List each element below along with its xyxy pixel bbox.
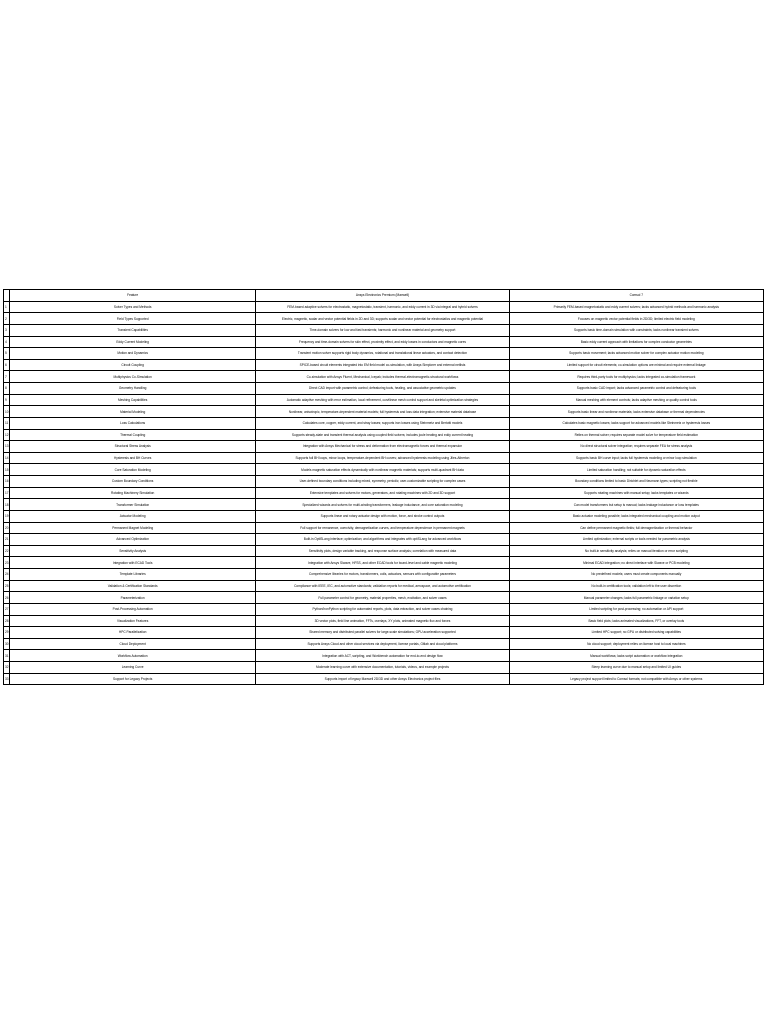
feature-cell: Loss Calculations xyxy=(10,417,256,429)
table-row xyxy=(4,662,764,674)
row-number-cell: 23 xyxy=(4,557,10,569)
feature-cell: Template Libraries xyxy=(10,569,256,581)
row-number-cell: 9 xyxy=(4,394,10,406)
feature-cell: Hysteresis and BH Curves xyxy=(10,452,256,464)
comsol-cell: No predefined models; users must create components manually xyxy=(509,569,763,581)
feature-cell: Material Modeling xyxy=(10,406,256,418)
table-row xyxy=(4,592,764,604)
feature-cell: Transformer Simulation xyxy=(10,499,256,511)
table-body xyxy=(4,301,764,685)
feature-cell: Field Types Supported xyxy=(10,313,256,325)
table-row xyxy=(4,627,764,639)
table-row xyxy=(4,545,764,557)
comsol-cell: Requires third-party tools for multiphysics; lacks integrated co-simulation framework xyxy=(509,371,763,383)
comsol-cell: Limited saturation handling; not suitable for dynamic saturation effects xyxy=(509,464,763,476)
comsol-cell: Steep learning curve due to manual setup and limited UI guides xyxy=(509,662,763,674)
comsol-cell: Manual meshing with element controls; lacks adaptive meshing or quality control tools xyxy=(509,394,763,406)
table-row xyxy=(4,580,764,592)
row-number-cell: 19 xyxy=(4,510,10,522)
feature-cell: Integration with ECAD Tools xyxy=(10,557,256,569)
table-row xyxy=(4,499,764,511)
ansys-cell: Direct CAD import with parametric control; defeaturing tools, healing, and associative geometric updates xyxy=(256,383,509,395)
table-row xyxy=(4,417,764,429)
row-number-cell: 24 xyxy=(4,569,10,581)
table-row xyxy=(4,534,764,546)
row-number-cell: 25 xyxy=(4,580,10,592)
row-number-cell: 14 xyxy=(4,452,10,464)
table-row xyxy=(4,371,764,383)
feature-cell: Structural Stress Analysis xyxy=(10,441,256,453)
feature-cell: Custom Boundary Conditions xyxy=(10,476,256,488)
ansys-cell: Automatic adaptive meshing with error estimation, local refinement, curvilinear mesh control support and skeletal optimization strategies xyxy=(256,394,509,406)
row-number-cell: 11 xyxy=(4,417,10,429)
comsol-cell: Minimal ECAD integration; no direct interface with SIwave or PCB modeling xyxy=(509,557,763,569)
feature-cell: Sensitivity Analysis xyxy=(10,545,256,557)
feature-cell: Actuator Modeling xyxy=(10,510,256,522)
ansys-cell: Time-domain solvers for low and fast transients; harmonic and nonlinear material and geometry support xyxy=(256,324,509,336)
row-number-cell: 2 xyxy=(4,313,10,325)
feature-cell: Core Saturation Modeling xyxy=(10,464,256,476)
feature-cell: Multiphysics Co-Simulation xyxy=(10,371,256,383)
feature-cell: Support for Legacy Projects xyxy=(10,673,256,685)
ansys-cell: Models magnetic saturation effects dynamically with nonlinear magnetic materials; supports multi-quadrant BH data xyxy=(256,464,509,476)
ansys-cell: Nonlinear, anisotropic, temperature-dependent material models; full hysteresis and loss data integration; extensive material database xyxy=(256,406,509,418)
row-number-cell: 18 xyxy=(4,499,10,511)
comsol-cell: No built-in certification tools; validation left to the user discretion xyxy=(509,580,763,592)
header-row xyxy=(4,290,764,302)
ansys-cell: Integration with Ansys SIwave, HFSS, and other ECAD tools for board-level and cable magnetic modeling xyxy=(256,557,509,569)
row-number-cell: 6 xyxy=(4,359,10,371)
comparison-table xyxy=(3,289,764,685)
ansys-cell: SPICE-based circuit elements integrated into EM field model co-simulation, with Ansys Simplorer and external netlists xyxy=(256,359,509,371)
comsol-cell: Basic field plots; lacks animated visualizations, FFT, or overlay tools xyxy=(509,615,763,627)
feature-cell: Visualization Features xyxy=(10,615,256,627)
row-number-cell: 5 xyxy=(4,348,10,360)
table-row xyxy=(4,650,764,662)
feature-cell: Eddy Current Modeling xyxy=(10,336,256,348)
ansys-cell: Specialized wizards and solvers for multi-winding transformers, leakage inductance, and core saturation modeling xyxy=(256,499,509,511)
table-row xyxy=(4,324,764,336)
ansys-cell: Supports full BH loops, minor loops, temperature-dependent BH curves; advanced hysteresis modeling using Jiles-Atherton xyxy=(256,452,509,464)
row-number-cell: 28 xyxy=(4,615,10,627)
ansys-cell: Shared memory and distributed parallel solvers for large-scale simulations; GPU acceleration supported xyxy=(256,627,509,639)
table-row xyxy=(4,569,764,581)
feature-cell: Workflow Automation xyxy=(10,650,256,662)
row-number-cell: 4 xyxy=(4,336,10,348)
row-number-cell: 29 xyxy=(4,627,10,639)
ansys-cell: Python/IronPython scripting for automated reports, plots, data extraction, and solver cases chaining xyxy=(256,603,509,615)
ansys-cell: Supports import of legacy Maxwell 2D/3D and other Ansys Electronics project files xyxy=(256,673,509,685)
table-row xyxy=(4,406,764,418)
feature-cell: Permanent Magnet Modeling xyxy=(10,522,256,534)
ansys-cell: Sensitivity plots, design variable tracking, and response surface analysis; correlation with measured data xyxy=(256,545,509,557)
ansys-column-header: Ansys Electronics Premium (Maxwell) xyxy=(256,290,509,302)
ansys-cell: Supports steady-state and transient thermal analysis using coupled field solvers; includes joule heating and eddy current heating xyxy=(256,429,509,441)
table-row xyxy=(4,522,764,534)
table-row xyxy=(4,441,764,453)
table-row xyxy=(4,359,764,371)
ansys-cell: Built-in OptiSLang interface; optimization; and algorithms and integrates with optiSLang for advanced workflows xyxy=(256,534,509,546)
row-number-cell: 31 xyxy=(4,650,10,662)
comsol-cell: Limited support for circuit elements; co-simulation options are minimal and require external linkage xyxy=(509,359,763,371)
ansys-cell: Extensive templates and solvers for motors, generators, and rotating machines with 2D and 3D support xyxy=(256,487,509,499)
ansys-cell: Integration with ACT, scripting, and Workbench automation for end-to-end design flow xyxy=(256,650,509,662)
ansys-cell: Full parameter control for geometry, material properties, mesh, excitation, and solver cases xyxy=(256,592,509,604)
table-row xyxy=(4,452,764,464)
row-number-cell: 21 xyxy=(4,534,10,546)
row-number-cell: 27 xyxy=(4,603,10,615)
comsol-cell: Supports basic movement; lacks advanced motion solver for complex actuator motion modeling xyxy=(509,348,763,360)
table-row xyxy=(4,476,764,488)
feature-cell: Post-Processing Automation xyxy=(10,603,256,615)
feature-cell: Transient Capabilities xyxy=(10,324,256,336)
row-number-cell: 33 xyxy=(4,673,10,685)
comsol-cell: Supports basic CAD import; lacks advanced parametric control and defeaturing tools xyxy=(509,383,763,395)
row-number-cell: 13 xyxy=(4,441,10,453)
table-row xyxy=(4,313,764,325)
comsol-cell: Supports basic time-domain simulation with constraints; lacks nonlinear transient solvers xyxy=(509,324,763,336)
ansys-cell: Full support for remanence, coercivity, demagnetization curves, and temperature dependence in permanent magnets xyxy=(256,522,509,534)
table-row xyxy=(4,394,764,406)
table-row xyxy=(4,557,764,569)
comsol-column-header: Comsol 7 xyxy=(509,290,763,302)
ansys-cell: Moderate learning curve with extensive documentation, tutorials, videos, and example projects xyxy=(256,662,509,674)
comsol-cell: Can define permanent magnetic fields; full demagnetization or thermal behavior xyxy=(509,522,763,534)
comsol-cell: Relies on thermal solver; requires separate model solve for temperature field estimation xyxy=(509,429,763,441)
table-row xyxy=(4,603,764,615)
table-row xyxy=(4,673,764,685)
table-row xyxy=(4,638,764,650)
comsol-cell: Supports rotating machines with manual setup; lacks templates or wizards xyxy=(509,487,763,499)
comsol-cell: No direct structural solver integration; requires separate FEA for stress analysis xyxy=(509,441,763,453)
comsol-cell: Calculates basic magnetic losses; lacks support for advanced models like Steinmetz or hysteresis losses xyxy=(509,417,763,429)
table-row xyxy=(4,487,764,499)
comsol-cell: Limited optimization; external scripts or tools needed for parametric analysis xyxy=(509,534,763,546)
ansys-cell: Integration with Ansys Mechanical for stress and deformation from electromagnetic forces and thermal expansion xyxy=(256,441,509,453)
ansys-cell: Transient motion solver supports rigid body dynamics, rotational and translational linear actuators, and contact detection xyxy=(256,348,509,360)
ansys-cell: User-defined boundary conditions including mixed, symmetry, periodic; user-customizable scripting for complex cases xyxy=(256,476,509,488)
ansys-cell: Supports Ansys Cloud and other cloud services via deployment, license portals, Gitlab and cloud platforms xyxy=(256,638,509,650)
feature-cell: Validation & Certification Standards xyxy=(10,580,256,592)
row-number-cell: 10 xyxy=(4,406,10,418)
row-number-cell: 20 xyxy=(4,522,10,534)
row-number-cell: 16 xyxy=(4,476,10,488)
feature-cell: Parameterization xyxy=(10,592,256,604)
table-row xyxy=(4,615,764,627)
comsol-cell: Manual workflows; lacks script automation or workflow integration xyxy=(509,650,763,662)
row-number-cell: 30 xyxy=(4,638,10,650)
ansys-cell: Co-simulation with Ansys Fluent, Mechanical, Icepak; includes thermal-electromagnetic-structural workflows xyxy=(256,371,509,383)
feature-cell: Geometry Handling xyxy=(10,383,256,395)
row-number-cell: 8 xyxy=(4,383,10,395)
table-row xyxy=(4,336,764,348)
ansys-cell: Comprehensive libraries for motors, transformers, coils, actuators, sensors with configurable parameters xyxy=(256,569,509,581)
ansys-cell: FEM-based adaptive solvers for electrostatic, magnetostatic, transient, harmonic, and eddy current in 3D via integral and hybrid solvers xyxy=(256,301,509,313)
row-number-cell: 3 xyxy=(4,324,10,336)
table-row xyxy=(4,383,764,395)
ansys-cell: 3D vector plots, field line animation, FFTs, overlays, XY plots, animated magnetic flux and forces xyxy=(256,615,509,627)
table-row xyxy=(4,301,764,313)
feature-cell: Motion and Dynamics xyxy=(10,348,256,360)
row-number-cell: 32 xyxy=(4,662,10,674)
comsol-cell: No built-in sensitivity analysis; relies on manual iteration or error scripting xyxy=(509,545,763,557)
comsol-cell: Can model transformers but setup is manual; lacks leakage inductance or loss templates xyxy=(509,499,763,511)
comsol-cell: Primarily FEM-based magnetostatic and eddy current solvers; lacks advanced hybrid methods and harmonic analysis xyxy=(509,301,763,313)
feature-cell: Advanced Optimization xyxy=(10,534,256,546)
table-row xyxy=(4,429,764,441)
ansys-cell: Electric, magnetic, scalar and vector potential fields in 2D and 3D; supports scalar and vector potential for electrostatics and magnetic potential xyxy=(256,313,509,325)
comsol-cell: Limited HPC support; no GPU or distributed solving capabilities xyxy=(509,627,763,639)
row-number-cell: 22 xyxy=(4,545,10,557)
ansys-cell: Compliance with IEEE, IEC, and automotive standards; validation reports for medical, aerospace, and automotive certification xyxy=(256,580,509,592)
ansys-cell: Frequency and time-domain solvers for skin effect, proximity effect, and eddy losses in conductors and magnetic cores xyxy=(256,336,509,348)
comsol-cell: Basic eddy current approach with limitations for complex conductor geometries xyxy=(509,336,763,348)
ansys-cell: Calculates core, copper, eddy current, and stray losses; supports iron losses using Steinmetz and Bertotti models xyxy=(256,417,509,429)
row-number-cell: 1 xyxy=(4,301,10,313)
comsol-cell: Legacy project support limited to Comsol formats; not compatible with Ansys or other systems xyxy=(509,673,763,685)
comsol-cell: Limited scripting for post-processing; no automation or API support xyxy=(509,603,763,615)
feature-cell: HPC Parallelization xyxy=(10,627,256,639)
feature-cell: Rotating Machinery Simulation xyxy=(10,487,256,499)
feature-cell: Cloud Deployment xyxy=(10,638,256,650)
row-number-cell: 26 xyxy=(4,592,10,604)
table-row xyxy=(4,510,764,522)
table-row xyxy=(4,348,764,360)
feature-cell: Learning Curve xyxy=(10,662,256,674)
comsol-cell: Supports basic linear and nonlinear materials; lacks extensive database or thermal dependencies xyxy=(509,406,763,418)
ansys-cell: Supports linear and rotary actuator design with motion, force, and stroke control outputs xyxy=(256,510,509,522)
comsol-cell: Boundary conditions limited to basic Dirichlet and Neumann types; scripting not flexible xyxy=(509,476,763,488)
table-row xyxy=(4,464,764,476)
feature-cell: Circuit Coupling xyxy=(10,359,256,371)
feature-cell: Solver Types and Methods xyxy=(10,301,256,313)
feature-cell: Meshing Capabilities xyxy=(10,394,256,406)
comsol-cell: Manual parameter changes; lacks full parametric linkage or variation setup xyxy=(509,592,763,604)
row-number-cell: 17 xyxy=(4,487,10,499)
row-number-cell: 7 xyxy=(4,371,10,383)
row-number-cell: 12 xyxy=(4,429,10,441)
feature-cell: Thermal Coupling xyxy=(10,429,256,441)
comsol-cell: No cloud support; deployment relies on license host to local machines xyxy=(509,638,763,650)
row-number-cell: 15 xyxy=(4,464,10,476)
comsol-cell: Basic actuator modeling possible; lacks integrated mechanical coupling and motion output xyxy=(509,510,763,522)
comsol-cell: Supports basic BH curve input; lacks full hysteresis modeling or minor loop simulation xyxy=(509,452,763,464)
comsol-cell: Focuses on magnetic vector potential fields in 2D/3D; limited electric field modeling xyxy=(509,313,763,325)
feature-column-header: Feature xyxy=(10,290,256,302)
